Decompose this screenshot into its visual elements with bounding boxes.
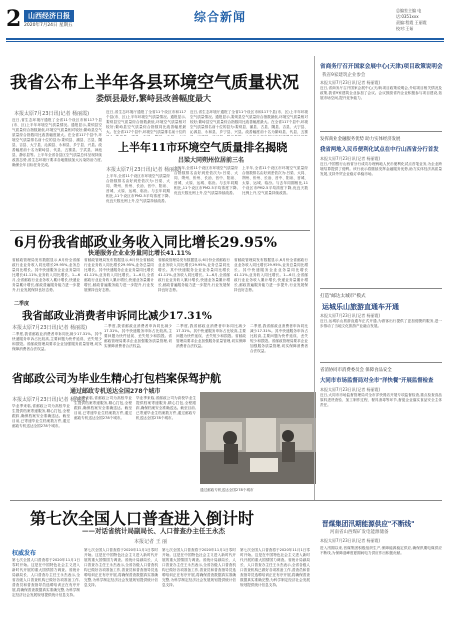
right-story-1-subtitle: 我省9家建筑企业参会 bbox=[322, 73, 366, 78]
archive-subtitle: 通过邮政专机送达全国278个城市 bbox=[70, 388, 161, 395]
right-story-5-subtitle: 河南省山西煤矿发电能源储备 bbox=[330, 530, 389, 535]
q2-body-col4: 二季度,我省邮政业消费者申诉同比减少17.31%。其中快递服务申诉占比较高,主要问题为快件延误、丢失短少和损毁。省邮政管理局要求企业加强服务质量管理,切实保障消费者合法权益。 bbox=[250, 324, 308, 353]
postal-headline: 6月份我省邮政业务收入同比增长29.95% bbox=[14, 235, 277, 251]
divider bbox=[320, 500, 442, 501]
paper-name: 山西经济日报 bbox=[24, 10, 74, 22]
divider bbox=[320, 131, 442, 132]
q2-headline: 我省邮政业消费者申诉同比减少17.31% bbox=[22, 310, 212, 322]
main-byline: 本报太原7月23日讯(记者 杨丽霞) bbox=[14, 111, 90, 117]
editor-line: 总编室主编 电话:0351xxx bbox=[396, 8, 422, 19]
archive-body-col3: 毕业季来临,省邮政公司为高校毕业生提供档案寄递服务,精心打包,全程跟踪,确保档案安全准确送达。截至目前,已寄递毕业生档案数万件,通过邮政专机送达全国278个城市。 bbox=[136, 396, 196, 420]
right-story-2-byline: 本报太原7月23日讯(记者 杨丽霞) bbox=[320, 156, 381, 161]
right-story-3-body: 近日,运城乐山旅游直通车正式开通,为游客出行提供了更加便捷的服务,进一步推动了当地文化旅游产业融合发展。 bbox=[320, 319, 442, 328]
main-body-col3: 近日,省生态环境厅通报了全省11个设区市和117个县(市、区)上半年环境空气质量情况。通报显示,娄烦县空气质量综合指数最低,环境空气质量相对较好;繁峙县空气质量综合指数同比改善幅度最大。在全省117个县中,环境空气质量排名前十位的县为:娄烦县、蒲县、古县、隰县、吉县、大宁县、沁源县、永和县、乡宁县、兴县。改善幅度前十名为繁峙县、代县、五寨 bbox=[190, 110, 308, 134]
right-story-3-byline: 本报太原7月23日讯(记者 杨丽霞) bbox=[320, 313, 381, 318]
q2-body: 二季度,我省邮政业消费者申诉同比减少17.31%。其中快递服务申诉占比较高,主要问题为快件延误、丢失短少和损毁。省邮政管理局要求企业加强服务质量管理,切实保障消费者合法权益。 bbox=[12, 332, 102, 351]
header-rule bbox=[6, 38, 444, 40]
right-story-1-body: 近日,省商务厅召开国家会展中心(天津)项目政策说明会,介绍项目相关情况及政策,我省9家建筑企业参加了会议。会议鼓励省内企业积极参与项目建设,拓展市场空间,提升竞争能力。 bbox=[320, 86, 442, 100]
q2-body-col2: 二季度,我省邮政业消费者申诉同比减少17.31%。其中快递服务申诉占比较高,主要问题为快件延误、丢失短少和损毁。省邮政管理局要求企业加强服务质量管理,切实保障消费者合法权益。 bbox=[104, 324, 172, 348]
ranking-body-col3: 上半年,全省11个设区市环境空气质量综合指数排名由好到差依次为:吕梁、大同、朔州、忻州、长治、晋中、阳泉、晋城、太原、运城、临汾。与去年同期相比,11个设区市PM2.5平均浓度下降,优良天数比例上升,空气质量持续改善。 bbox=[242, 166, 308, 195]
postal-body-col2: 省邮政管理局发布数据显示,6月份全省邮政行业业务收入同比增长29.95%,业务总量同比增长。其中快递服务企业业务量同比增长41.11%,业务收入同比增长。1—6月,全省邮政行业业务收入累计增长,快递业务量累计增长,邮政普遍服务能力进一步提升,行业发展保持良好态势。 bbox=[84, 258, 154, 292]
editor-line: 校对:王茹 bbox=[396, 26, 414, 31]
right-story-5-body: 进入汛期以来,晋煤集团积极组织生产,保障能源稳定供应,确保汛期电煤供应不断线,为保障迎峰度夏期间电力供应作出积极贡献。 bbox=[320, 546, 442, 555]
ranking-byline: 本报太原7月23日讯(记者 杨丽霞) bbox=[106, 167, 182, 173]
census-body-col2: 第七次全国人口普查将于2020年11月1日零时开始。这是在中国特色社会主义进入新时代开展的重大国情国力调查。省统计局副局长、人口普查办主任王永杰表示,全省各级人口普查机构已做好各项准备工作,普查员和普查指导员选聘培训正在有序开展,将确保普查数据真实准确完整,为科学制定经济社会发展规划提供统计信息支持。 bbox=[84, 548, 158, 587]
right-story-4-body: 近日,大同市市场监督管理局对全市洋快餐店开展专项监督检查,重点检查食品原料进货查验、加工制作过程、餐具消毒等环节,督促企业落实食品安全主体责任。 bbox=[320, 393, 442, 407]
census-body-col4: 第七次全国人口普查将于2020年11月1日零时开始。这是在中国特色社会主义进入新时代开展的重大国情国力调查。省统计局副局长、人口普查办主任王永杰表示,全省各级人口普查机构已做好各项准备工作,普查员和普查指导员选聘培训正在有序开展,将确保普查数据真实准确完整,为科学制定经济社会发展规划提供统计信息支持。 bbox=[240, 548, 310, 587]
right-story-5-byline: 本报太原7月23日讯(记者 杨丽霞) bbox=[320, 538, 381, 543]
census-byline: 本报记者 王 丽 bbox=[134, 539, 168, 545]
census-kicker: 权威发布 bbox=[12, 550, 37, 557]
main-subtitle: 娄烦县最好,繁峙县改善幅度最大 bbox=[96, 94, 212, 103]
editor-line: 责编:程霞 王丽霞 bbox=[396, 20, 427, 25]
ranking-subtitle: 吕梁大同朔州位居前三名 bbox=[178, 157, 245, 164]
archive-headline: 省邮政公司为毕业生精心打包档案保驾护航 bbox=[12, 372, 221, 385]
census-subtitle: ——对话省统计局副局长、人口普查办主任王永杰 bbox=[82, 527, 225, 535]
main-body-col2: 近日,省生态环境厅通报了全省11个设区市和117个县(市、区)上半年环境空气质量情况。通报显示,娄烦县空气质量综合指数最低,环境空气质量相对较好;繁峙县空气质量综合指数同比改善幅度最大。在全省117个县中,环境空气质量排名前十位的 bbox=[106, 110, 186, 134]
ranking-headline: 上半年11市环境空气质量排名揭晓 bbox=[118, 141, 288, 154]
archive-photo-image bbox=[200, 392, 316, 484]
archive-byline: 本报太原7月23日讯(记者 杨丽霞) bbox=[12, 397, 88, 403]
ranking-body: 上半年,全省11个设区市环境空气质量综合指数排名由好到差依次为:吕梁、大同、朔州、忻州、长治、晋中、阳泉、晋城、太原、运城、临汾。与去年同期相比,11个设区市PM2.5平均浓度下降,优良天数比例上升,空气质量持续改善。 bbox=[106, 174, 170, 203]
right-story-3-title: 运城乐山旅游直通车开通 bbox=[322, 303, 399, 311]
page-number: 2 bbox=[6, 6, 22, 32]
q2-byline: 本报太原7月23日讯(记者 杨丽霞) bbox=[12, 325, 88, 331]
census-body: 第七次全国人口普查将于2020年11月1日零时开始。这是在中国特色社会主义进入新时代开展的重大国情国力调查。省统计局副局长、人口普查办主任王永杰表示,全省各级人口普查机构已做好各项准备工作,普查员和普查指导员选聘培训正在有序开展,将确保普查数据真实准确完整,为科学制定经济社会发展规划提供统计信息支持。 bbox=[12, 558, 80, 597]
right-story-1-title: 省商务厅召开国家会展中心(天津)项目政策说明会 bbox=[320, 64, 443, 70]
right-story-5-title: 晋煤集团汛期能源供应"不断线" bbox=[322, 520, 415, 528]
main-body: 近日,省生态环境厅通报了全省11个设区市和117个县(市、区)上半年环境空气质量情况。通报显示,娄烦县空气质量综合指数最低,环境空气质量相对较好;繁峙县空气质量综合指数同比改善幅度最大。在全省117个县中,环境空气质量排名前十位的县为:娄烦县、蒲县、古县、隰县、吉县、大宁县、沁源县、永和县、乡宁县、兴县。改善幅度前十名为繁峙县、代县、五寨县、宁武县、神池县、静乐县等。上半年全省各县区空气质量总体呈现持续改善态势,省生态环境厅要求各地继续加大污染防治力度,确保全年目标任务完成。 bbox=[12, 118, 102, 167]
right-story-4-title: 大同市市场监督局对全市"洋快餐"开展监督检查 bbox=[320, 378, 434, 384]
right-story-1-byline: 本报太原7月23日讯(记者 杨丽霞) bbox=[320, 80, 381, 85]
editor-credits bbox=[396, 8, 442, 32]
section-title: 综合新闻 bbox=[194, 10, 247, 24]
page-header bbox=[6, 6, 444, 36]
main-headline: 我省公布上半年各县环境空气质量状况 bbox=[10, 73, 299, 93]
archive-body: 毕业季来临,省邮政公司为高校毕业生提供档案寄递服务,精心打包,全程跟踪,确保档案安全准确送达。截至目前,已寄递毕业生档案数万件,通过邮政专机送达全国278个城市。 bbox=[12, 404, 70, 428]
postal-body-col4: 省邮政管理局发布数据显示,6月份全省邮政行业业务收入同比增长29.95%,业务总量同比增长。其中快递服务企业业务量同比增长41.11%,业务收入同比增长。1—6月,全省邮政行业业务收入累计增长,快递业务量累计增长,邮政普遍服务能力进一步提升,行业发展保持良好态势。 bbox=[234, 258, 308, 292]
postal-subtitle: 快递服务企业业务量同比增长41.11% bbox=[88, 250, 191, 257]
column-divider bbox=[314, 56, 315, 500]
census-body-col3: 第七次全国人口普查将于2020年11月1日零时开始。这是在中国特色社会主义进入新时代开展的重大国情国力调查。省统计局副局长、人口普查办主任王永杰表示,全省各级人口普查机构已做好各项准备工作,普查员和普查指导员选聘培训正在有序开展,将确保普查数据真实准确完整,为科学制定经济社会发展规划提供统计信息支持。 bbox=[162, 548, 236, 587]
right-story-2-kicker: 发挥商业金融服务优势 助力实体经济发展 bbox=[320, 137, 401, 142]
photo-caption: 通过邮政专机送达全国278个城市 bbox=[200, 488, 254, 492]
issue-date: 2020年7月24日 星期五 bbox=[24, 23, 73, 28]
archive-body-col2: 毕业季来临,省邮政公司为高校毕业生提供档案寄递服务,精心打包,全程跟踪,确保档案安全准确送达。截至目前,已寄递毕业生档案数万件,通过邮政专机送达全国278个城市。 bbox=[74, 396, 132, 420]
divider bbox=[10, 230, 310, 231]
ranking-body-col2: 上半年,全省11个设区市环境空气质量综合指数排名由好到差依次为:吕梁、大同、朔州、忻州、长治、晋中、阳泉、晋城、太原、运城、临汾。与去年同期相比,11个设区市PM2.5平均浓度下降,优良天数比例上升,空气质量持续改善。 bbox=[174, 166, 238, 195]
right-story-2-body: 近日,中国银行山西省分行成功办理两地人民币便利化试点首笔业务,为企业跨境结算提供了便利。该行表示将继续发挥金融服务优势,助力实体经济高质量发展,支持外贸企业稳订单稳市场。 bbox=[320, 162, 442, 176]
divider bbox=[320, 362, 442, 363]
postal-body: 省邮政管理局发布数据显示,6月份全省邮政行业业务收入同比增长29.95%,业务总量同比增长。其中快递服务企业业务量同比增长41.11%,业务收入同比增长。1—6月,全省邮政行业业务收入累计增长,快递业务量累计增长,邮政普遍服务能力进一步提升,行业发展保持良好态势。 bbox=[12, 258, 80, 292]
divider bbox=[320, 288, 442, 289]
right-story-4-kicker: 省消协同市消费委员会 保障食品安全 bbox=[320, 368, 392, 373]
census-headline: 第七次全国人口普查进入倒计时 bbox=[30, 509, 255, 528]
q2-body-col3: 二季度,我省邮政业消费者申诉同比减少17.31%。其中快递服务申诉占比较高,主要问题为快件延误、丢失短少和损毁。省邮政管理局要求企业加强服务质量管理,切实保障消费者合法权益。 bbox=[176, 324, 246, 348]
q2-kicker: 二季度 bbox=[14, 301, 30, 307]
right-story-2-title: 我省两地入民币便利化试点在中行山西省分行首发 bbox=[320, 147, 439, 153]
right-story-3-kicker: 打造"邮达太城市"模式 bbox=[320, 294, 366, 299]
header-rule-thin bbox=[6, 41, 444, 42]
right-story-4-byline: 本报太原7月23日讯(记者 杨丽霞) bbox=[320, 387, 381, 392]
postal-body-col3: 省邮政管理局发布数据显示,6月份全省邮政行业业务收入同比增长29.95%,业务总量同比增长。其中快递服务企业业务量同比增长41.11%,业务收入同比增长。1—6月,全省邮政行业业务收入累计增长,快递业务量累计增长,邮政普遍服务能力进一步提升,行业发展保持良好态势。 bbox=[158, 258, 230, 292]
archive-photo bbox=[200, 392, 316, 484]
